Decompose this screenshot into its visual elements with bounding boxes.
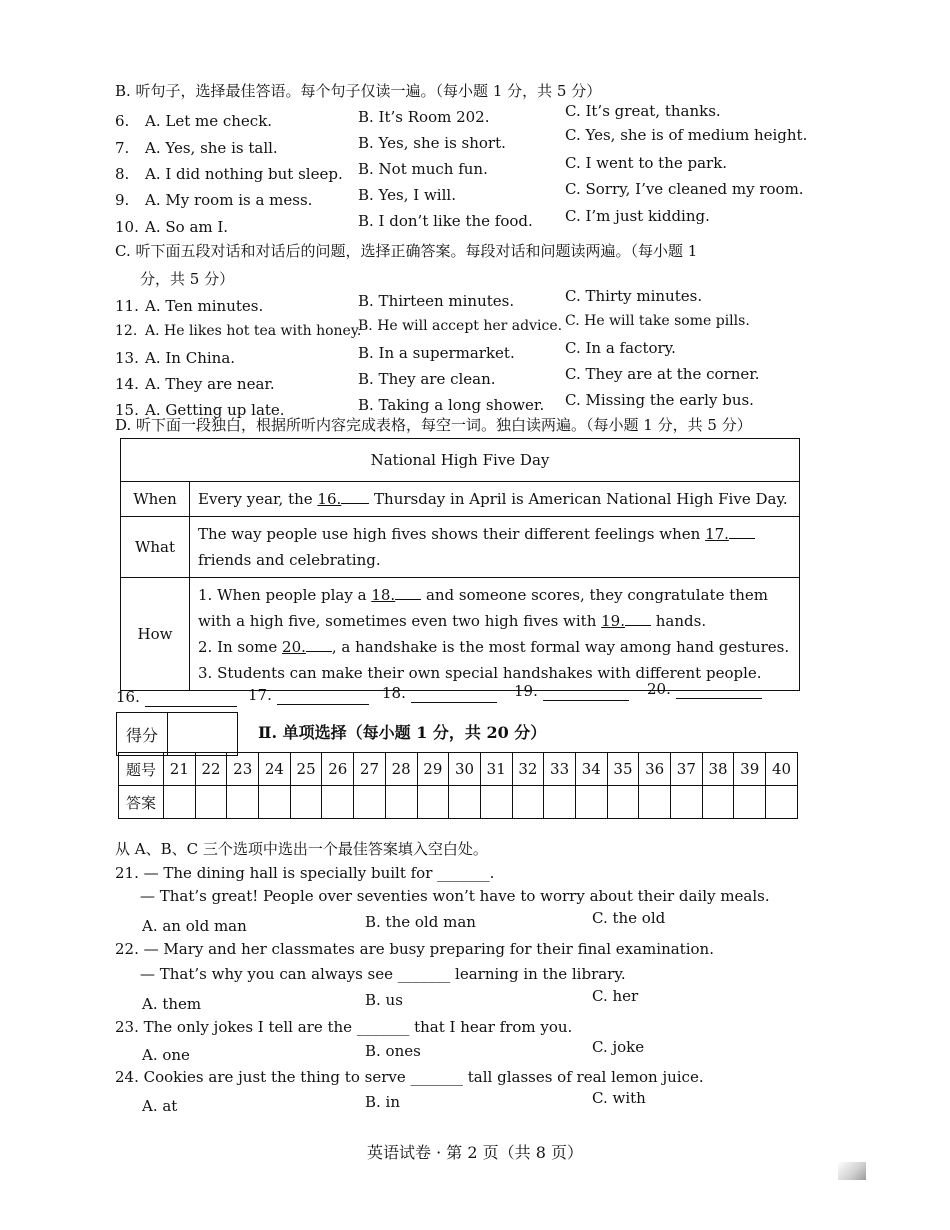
how-item-1 bbox=[198, 582, 791, 634]
option-a: A. He likes hot tea with honey. bbox=[145, 323, 362, 339]
option-a: A. My room is a mess. bbox=[145, 191, 313, 209]
grid-number: 37 bbox=[671, 753, 703, 786]
grid-answer-cell[interactable] bbox=[195, 786, 227, 819]
grid-answer-cell[interactable] bbox=[290, 786, 322, 819]
grid-answer-cell[interactable] bbox=[671, 786, 703, 819]
option-b: B. Yes, I will. bbox=[358, 186, 456, 204]
option-a: A. In China. bbox=[145, 349, 236, 367]
grid-answer-cell[interactable] bbox=[544, 786, 576, 819]
grid-number: 32 bbox=[512, 753, 544, 786]
answer-blank-17[interactable] bbox=[248, 686, 369, 705]
what-cell bbox=[190, 517, 800, 578]
grid-number-row bbox=[119, 753, 798, 786]
blank-line bbox=[145, 688, 237, 707]
option-b: B. In a supermarket. bbox=[358, 344, 515, 362]
question-number: 14. bbox=[115, 375, 139, 393]
option-c: C. I’m just kidding. bbox=[565, 207, 710, 225]
partB-instruction: B. 听句子，选择最佳答语。每个句子仅读一遍。（每小题 1 分，共 5 分） bbox=[115, 82, 602, 100]
option-a: A. Yes, she is tall. bbox=[145, 139, 278, 157]
grid-answer-cell[interactable] bbox=[702, 786, 734, 819]
grid-answer-cell[interactable] bbox=[164, 786, 196, 819]
grid-number: 29 bbox=[417, 753, 449, 786]
blank-20[interactable]: 20. bbox=[282, 638, 306, 656]
section2-title: Ⅱ. 单项选择（每小题 1 分，共 20 分） bbox=[258, 723, 547, 742]
q23-stem: 23. The only jokes I tell are the _______ that I hear from you. bbox=[115, 1018, 573, 1036]
q21-option-c: C. the old bbox=[592, 909, 666, 927]
blank-line bbox=[411, 684, 497, 703]
option-b: B. Taking a long shower. bbox=[358, 396, 545, 414]
grid-answer-cell[interactable] bbox=[322, 786, 354, 819]
option-a: A. I did nothing but sleep. bbox=[145, 165, 343, 183]
how-cell bbox=[190, 578, 800, 691]
question-number: 12. bbox=[115, 323, 138, 339]
partC-instruction-line2: 分，共 5 分） bbox=[140, 270, 235, 288]
blank-label: 16. bbox=[116, 688, 140, 706]
blank-19-line bbox=[625, 625, 651, 626]
blank-20-line bbox=[306, 651, 332, 652]
option-b: B. Not much fun. bbox=[358, 160, 488, 178]
when-cell bbox=[190, 482, 800, 517]
q22-reply: — That’s why you can always see _______ learning in the library. bbox=[140, 965, 626, 983]
when-text-pre: Every year, the bbox=[198, 490, 318, 508]
option-b: B. Thirteen minutes. bbox=[358, 292, 515, 310]
option-b: B. It’s Room 202. bbox=[358, 108, 490, 126]
q21-reply: — That’s great! People over seventies won’t have to worry about their daily meals. bbox=[140, 887, 770, 905]
blank-line bbox=[277, 686, 369, 705]
what-label: What bbox=[121, 517, 190, 578]
option-a: A. Getting up late. bbox=[145, 401, 285, 419]
question-number: 10. bbox=[115, 218, 139, 236]
answer-blank-18[interactable] bbox=[382, 684, 497, 703]
grid-number: 33 bbox=[544, 753, 576, 786]
blank-label: 18. bbox=[382, 684, 406, 702]
grid-answer-cell[interactable] bbox=[607, 786, 639, 819]
how1-text-mid: and someone scores, they congratulate them with a high five, sometimes even two high fives with bbox=[198, 586, 769, 630]
blank-label: 20. bbox=[647, 680, 671, 698]
grid-answer-cell[interactable] bbox=[766, 786, 798, 819]
option-b: B. Yes, she is short. bbox=[358, 134, 506, 152]
grid-number: 38 bbox=[702, 753, 734, 786]
grid-answer-cell[interactable] bbox=[480, 786, 512, 819]
option-c: C. Thirty minutes. bbox=[565, 287, 703, 305]
grid-number: 26 bbox=[322, 753, 354, 786]
grid-answer-cell[interactable] bbox=[639, 786, 671, 819]
q24-option-b: B. in bbox=[365, 1093, 401, 1111]
answer-grid bbox=[118, 752, 798, 819]
option-c: C. Yes, she is of medium height. bbox=[565, 126, 808, 144]
option-b: B. They are clean. bbox=[358, 370, 496, 388]
grid-answer-row bbox=[119, 786, 798, 819]
grid-answer-cell[interactable] bbox=[227, 786, 259, 819]
option-c: C. Missing the early bus. bbox=[565, 391, 754, 409]
option-c: C. They are at the corner. bbox=[565, 365, 760, 383]
grid-number: 27 bbox=[354, 753, 386, 786]
grid-number: 23 bbox=[227, 753, 259, 786]
q21-stem: 21. — The dining hall is specially built for _______. bbox=[115, 864, 495, 882]
grid-number: 31 bbox=[480, 753, 512, 786]
option-a: A. Ten minutes. bbox=[145, 297, 264, 315]
q22-option-b: B. us bbox=[365, 991, 403, 1009]
grid-answer-label: 答案 bbox=[119, 786, 164, 819]
what-text-pre: The way people use high fives shows their different feelings when bbox=[198, 525, 706, 543]
question-number: 15. bbox=[115, 401, 139, 419]
grid-number: 21 bbox=[164, 753, 196, 786]
page-corner-shadow bbox=[838, 1162, 866, 1180]
how-item-2 bbox=[198, 634, 791, 660]
q24-option-c: C. with bbox=[592, 1089, 646, 1107]
option-a: A. Let me check. bbox=[145, 112, 273, 130]
grid-answer-cell[interactable] bbox=[385, 786, 417, 819]
grid-header-label: 题号 bbox=[119, 753, 164, 786]
blank-label: 19. bbox=[514, 682, 538, 700]
grid-number: 35 bbox=[607, 753, 639, 786]
grid-answer-cell[interactable] bbox=[512, 786, 544, 819]
blank-17[interactable]: 17. bbox=[705, 525, 729, 543]
blank-16-line bbox=[341, 503, 369, 504]
question-number: 9. bbox=[115, 191, 130, 209]
grid-answer-cell[interactable] bbox=[417, 786, 449, 819]
blank-label: 17. bbox=[248, 686, 272, 704]
q21-option-b: B. the old man bbox=[365, 913, 476, 931]
question-number: 6. bbox=[115, 112, 130, 130]
option-c: C. Sorry, I’ve cleaned my room. bbox=[565, 180, 804, 198]
how2-text-post: , a handshake is the most formal way among hand gestures. bbox=[331, 638, 790, 656]
option-c: C. It’s great, thanks. bbox=[565, 102, 721, 120]
high-five-day-table bbox=[120, 438, 800, 691]
grid-answer-cell[interactable] bbox=[734, 786, 766, 819]
answer-blank-19[interactable] bbox=[514, 682, 629, 701]
q24-option-a: A. at bbox=[142, 1097, 178, 1115]
table-title: National High Five Day bbox=[121, 439, 800, 482]
q24-stem: 24. Cookies are just the thing to serve _______ tall glasses of real lemon juice. bbox=[115, 1068, 704, 1086]
answer-blank-20[interactable] bbox=[647, 680, 762, 699]
question-number: 13. bbox=[115, 349, 139, 367]
how1-text-post: hands. bbox=[651, 612, 707, 630]
how-label: How bbox=[121, 578, 190, 691]
option-c: C. In a factory. bbox=[565, 339, 676, 357]
grid-number: 25 bbox=[290, 753, 322, 786]
grid-number: 24 bbox=[259, 753, 291, 786]
question-number: 11. bbox=[115, 297, 139, 315]
score-box bbox=[116, 712, 238, 756]
section2-instruction: 从 A、B、C 三个选项中选出一个最佳答案填入空白处。 bbox=[115, 840, 488, 858]
blank-line bbox=[676, 680, 762, 699]
how1-text-pre: 1. When people play a bbox=[198, 586, 372, 604]
score-field[interactable] bbox=[168, 713, 237, 755]
q22-option-a: A. them bbox=[142, 995, 202, 1013]
page-footer: 英语试卷 · 第 2 页（共 8 页） bbox=[367, 1143, 583, 1162]
blank-18-line bbox=[395, 599, 421, 600]
grid-number: 28 bbox=[385, 753, 417, 786]
grid-number: 40 bbox=[766, 753, 798, 786]
grid-number: 22 bbox=[195, 753, 227, 786]
score-label: 得分 bbox=[117, 713, 168, 755]
option-c: C. I went to the park. bbox=[565, 154, 728, 172]
grid-answer-cell[interactable] bbox=[449, 786, 481, 819]
how-item-3: 3. Students can make their own special handshakes with different people. bbox=[198, 664, 762, 682]
grid-number: 34 bbox=[575, 753, 607, 786]
question-number: 8. bbox=[115, 165, 130, 183]
q23-option-b: B. ones bbox=[365, 1042, 421, 1060]
option-a: A. They are near. bbox=[145, 375, 275, 393]
blank-18[interactable]: 18. bbox=[371, 586, 396, 604]
q23-option-a: A. one bbox=[142, 1046, 190, 1064]
blank-line bbox=[543, 682, 629, 701]
blank-17-line bbox=[729, 538, 755, 539]
what-text-post: friends and celebrating. bbox=[198, 551, 381, 569]
option-c: C. He will take some pills. bbox=[565, 313, 750, 329]
option-a: A. So am I. bbox=[145, 218, 229, 236]
when-label: When bbox=[121, 482, 190, 517]
blank-16[interactable]: 16. bbox=[317, 490, 342, 508]
blank-19[interactable]: 19. bbox=[601, 612, 625, 630]
how2-text-pre: 2. In some bbox=[198, 638, 283, 656]
q22-stem: 22. — Mary and her classmates are busy preparing for their final examination. bbox=[115, 940, 714, 958]
option-b: B. I don’t like the food. bbox=[358, 212, 533, 230]
when-text-post: Thursday in April is American National High Five Day. bbox=[369, 490, 788, 508]
grid-answer-cell[interactable] bbox=[259, 786, 291, 819]
q22-option-c: C. her bbox=[592, 987, 639, 1005]
grid-answer-cell[interactable] bbox=[354, 786, 386, 819]
answer-blank-16[interactable] bbox=[116, 688, 237, 707]
option-b: B. He will accept her advice. bbox=[358, 318, 563, 334]
grid-number: 36 bbox=[639, 753, 671, 786]
question-number: 7. bbox=[115, 139, 130, 157]
q23-option-c: C. joke bbox=[592, 1038, 645, 1056]
grid-answer-cell[interactable] bbox=[575, 786, 607, 819]
q21-option-a: A. an old man bbox=[142, 917, 247, 935]
grid-number: 30 bbox=[449, 753, 481, 786]
grid-number: 39 bbox=[734, 753, 766, 786]
partD-instruction: D. 听下面一段独白，根据所听内容完成表格，每空一词。独白读两遍。（每小题 1 分，共 5 分） bbox=[115, 416, 752, 434]
partC-instruction-line1: C. 听下面五段对话和对话后的问题，选择正确答案。每段对话和问题读两遍。（每小题 1 bbox=[115, 242, 698, 260]
